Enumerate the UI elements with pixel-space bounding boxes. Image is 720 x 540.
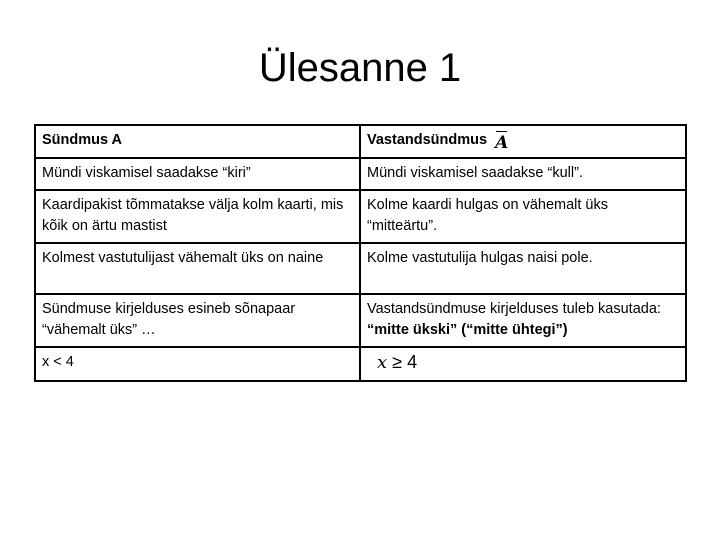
events-table <box>34 124 687 382</box>
table-row <box>35 294 686 347</box>
event-cell <box>35 294 360 347</box>
table-header-row <box>35 125 686 158</box>
complement-symbol <box>495 131 508 152</box>
complement-cell <box>360 294 686 347</box>
table-row <box>35 347 686 381</box>
complement-text: Kolme vastutulija hulgas naisi pole. <box>367 250 593 266</box>
header-complement-cell <box>360 125 686 158</box>
event-cell <box>35 190 360 243</box>
event-cell <box>35 243 360 294</box>
complement-cell <box>360 158 686 190</box>
formula-operator: ≥ <box>392 352 403 372</box>
event-cell <box>35 347 360 381</box>
event-text: Kaardipakist tõmmatakse välja kolm kaarti, mis kõik on ärtu mastist <box>42 197 344 234</box>
header-event-cell <box>35 125 360 158</box>
event-text: Mündi viskamisel saadakse “kiri” <box>42 165 251 181</box>
complement-text-emphasis: “mitte ükski” (“mitte ühtegi”) <box>367 322 568 338</box>
table-row <box>35 243 686 294</box>
event-text: Sündmuse kirjelduses esineb sõnapaar “vähemalt üks” … <box>42 301 296 338</box>
event-text: Kolmest vastutulijast vähemalt üks on naine <box>42 250 324 266</box>
formula-number: 4 <box>407 352 418 372</box>
formula-variable: x <box>377 352 388 373</box>
header-event-label: Sündmus A <box>42 132 123 148</box>
header-complement-label: Vastandsündmus <box>367 132 488 148</box>
table-row <box>35 158 686 190</box>
slide-title: Ülesanne 1 <box>258 46 462 90</box>
complement-cell <box>360 243 686 294</box>
event-inequality: x < 4 <box>42 354 74 370</box>
complement-text: Mündi viskamisel saadakse “kull”. <box>367 165 583 181</box>
table-row <box>35 190 686 243</box>
complement-cell <box>360 347 686 381</box>
complement-symbol-letter: A <box>495 133 509 153</box>
complement-cell <box>360 190 686 243</box>
event-cell <box>35 158 360 190</box>
complement-text-prefix: Vastandsündmuse kirjelduses tuleb kasutada: <box>367 301 661 317</box>
complement-inequality <box>377 352 417 372</box>
overline-bar <box>496 131 507 132</box>
complement-text: Kolme kaardi hulgas on vähemalt üks “mitteärtu”. <box>367 197 608 234</box>
